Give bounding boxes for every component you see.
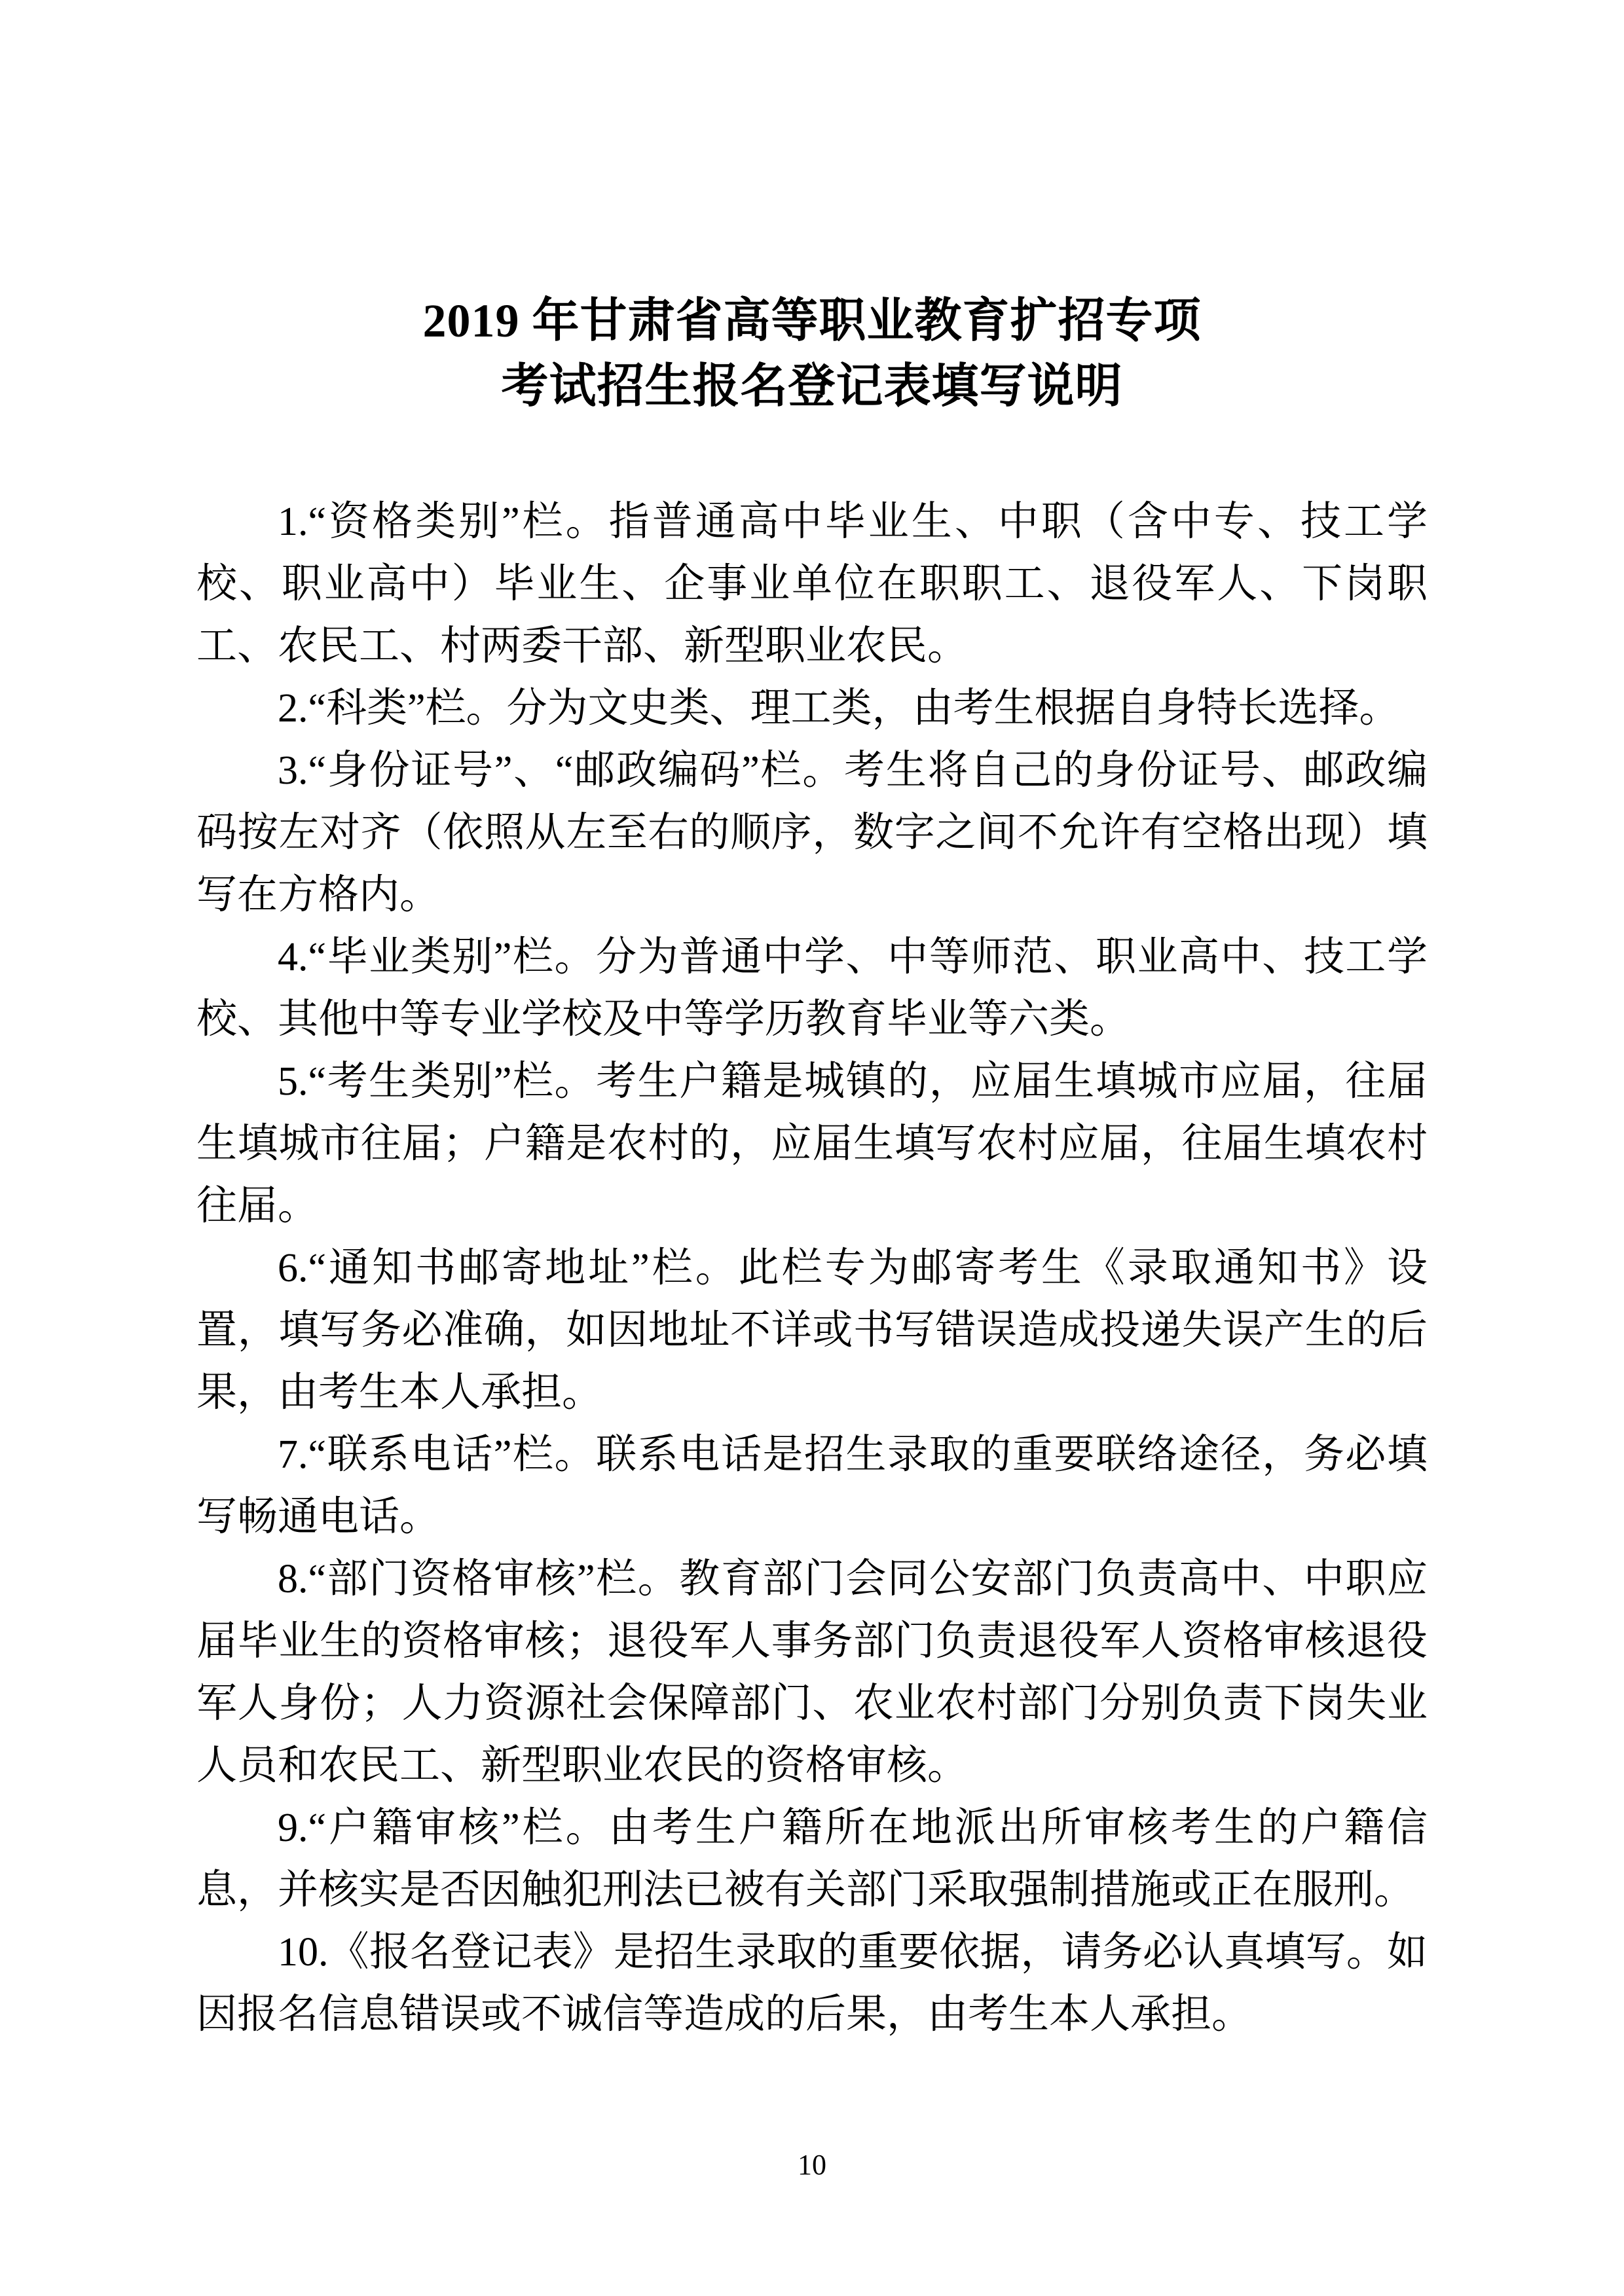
instruction-item-3: 3.“身份证号”、“邮政编码”栏。考生将自己的身份证号、邮政编码按左对齐（依照从左至右的顺序，数字之间不允许有空格出现）填写在方格内。	[196, 748, 1428, 917]
document-title	[0, 0, 1624, 419]
instruction-item-10: 10.《报名登记表》是招生录取的重要依据，请务必认真填写。如因报名信息错误或不诚信等造成的后果，由考生本人承担。	[196, 1930, 1428, 2037]
document-body	[196, 491, 1428, 2046]
title-line-1: 2019 年甘肃省高等职业教育扩招专项	[422, 295, 1202, 347]
instruction-item-4: 4.“毕业类别”栏。分为普通中学、中等师范、职业高中、技工学校、其他中等专业学校及中等学历教育毕业等六类。	[196, 935, 1428, 1042]
instruction-item-1: 1.“资格类别”栏。指普通高中毕业生、中职（含中专、技工学校、职业高中）毕业生、企事业单位在职职工、退役军人、下岗职工、农民工、村两委干部、新型职业农民。	[196, 500, 1428, 668]
instruction-item-2: 2.“科类”栏。分为文史类、理工类，由考生根据自身特长选择。	[278, 686, 1400, 731]
instruction-item-8: 8.“部门资格审核”栏。教育部门会同公安部门负责高中、中职应届毕业生的资格审核；退役军人事务部门负责退役军人资格审核退役军人身份；人力资源社会保障部门、农业农村部门分别负责下岗失业人员和农民工、新型职业农民的资格审核。	[196, 1557, 1428, 1788]
page-footer	[0, 2151, 1624, 2179]
title-line-2: 考试招生报名登记表填写说明	[501, 360, 1123, 412]
instruction-item-6: 6.“通知书邮寄地址”栏。此栏专为邮寄考生《录取通知书》设置，填写务必准确，如因地址不详或书写错误造成投递失误产生的后果，由考生本人承担。	[196, 1246, 1428, 1415]
instruction-item-5: 5.“考生类别”栏。考生户籍是城镇的，应届生填城市应届，往届生填城市往届；户籍是农村的，应届生填写农村应届，往届生填农村往届。	[196, 1059, 1428, 1228]
instruction-item-7: 7.“联系电话”栏。联系电话是招生录取的重要联络途径，务必填写畅通电话。	[196, 1432, 1428, 1539]
instruction-item-9: 9.“户籍审核”栏。由考生户籍所在地派出所审核考生的户籍信息，并核实是否因触犯刑法已被有关部门采取强制措施或正在服刑。	[196, 1806, 1428, 1912]
page-number: 10	[798, 2149, 826, 2181]
